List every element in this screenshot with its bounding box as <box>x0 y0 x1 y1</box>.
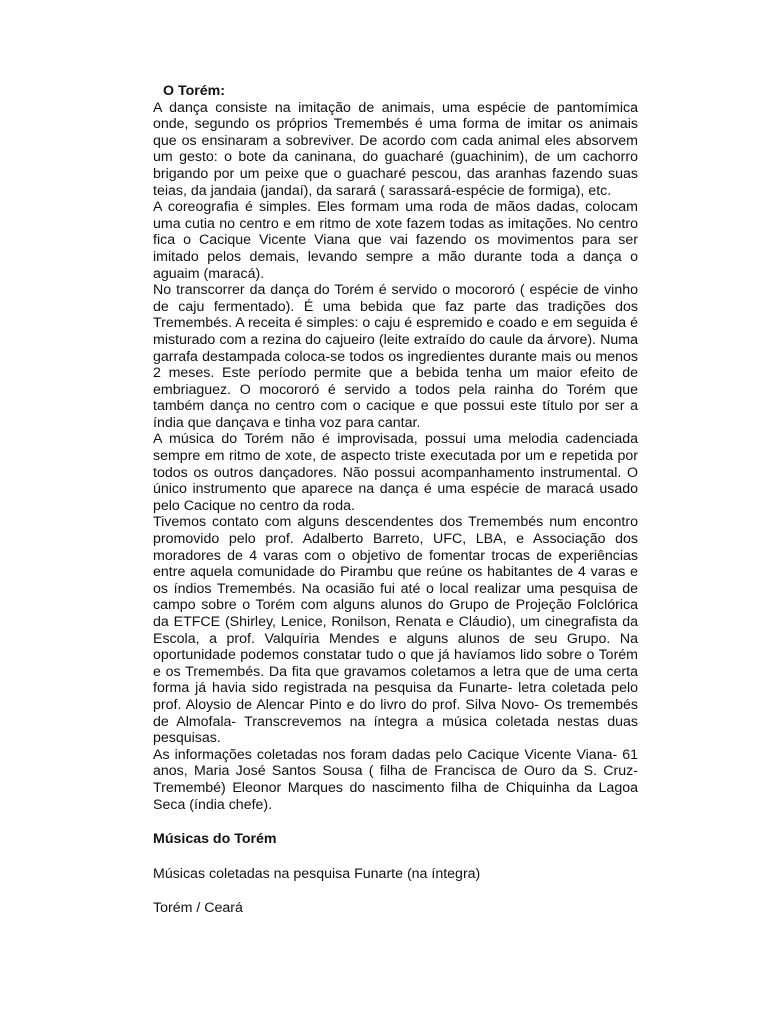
document-heading: O Torém: <box>163 83 226 99</box>
document-page <box>153 83 638 917</box>
song-title: Torém / Ceará <box>153 900 243 917</box>
section-title-musicas: Músicas do Torém <box>153 831 277 848</box>
section-subtitle: Músicas coletadas na pesquisa Funarte (na íntegra) <box>153 865 481 882</box>
paragraph-dance-description: A dança consiste na imitação de animais, uma espécie de pantomímica onde, segundo os próprios Tremembés é uma forma de imitar os animais que os ensinaram a sobreviver. De acordo com cada animal eles absorvem um gesto: o bote da caninana, do guacharé (guachinim), de um cachorro brigando por um peixe que o guacharé pescou, das aranhas fazendo suas teias, da jandaia (jandaí), da sarará ( sarassará-espécie de formiga), etc. <box>153 99 638 199</box>
paragraph-informants: As informações coletadas nos foram dadas pelo Cacique Vicente Viana- 61 anos, Maria José Santos Sousa ( filha de Francisca de Ouro da S. Cruz- Tremembé) Eleonor Marques do nascimento filha de Chiquinha da Lagoa Seca (índia chefe). <box>153 746 638 813</box>
paragraph-choreography: A coreografia é simples. Eles formam uma roda de mãos dadas, colocam uma cutia no centro e em ritmo de xote fazem todas as imitações. No centro fica o Cacique Vicente Viana que vai fazendo os movimentos para ser imitado pelos demais, levando sempre a mão durante toda a dança o aguaim (maracá). <box>153 199 638 282</box>
paragraph-field-research: Tivemos contato com alguns descendentes dos Tremembés num encontro promovido pelo prof. Adalberto Barreto, UFC, LBA, e Associação dos moradores de 4 varas com o objetivo de fomentar trocas de experiências entre aquela comunidade do Pirambu que reúne os habitantes de 4 varas e os índios Tremembés. Na ocasião fui até o local realizar uma pesquisa de campo sobre o Torém com alguns alunos do Grupo de Projeção Folclórica da ETFCE (Shirley, Lenice, Ronilson, Renata e Cláudio), um cinegrafista da Escola, a prof. Valquíria Mendes e alguns alunos de seu Grupo. Na oportunidade podemos constatar tudo o que já havíamos lido sobre o Torém e os Tremembés. Da fita que gravamos coletamos a letra que de uma certa forma já havia sido registrada na pesquisa da Funarte- letra coletada pelo prof. Aloysio de Alencar Pinto e do livro do prof. Silva Novo- Os tremembés de Almofala- Transcrevemos na íntegra a música coletada nestas duas pesquisas. <box>153 514 638 747</box>
paragraph-mocororo: No transcorrer da dança do Torém é servido o mocororó ( espécie de vinho de caju fermentado). É uma bebida que faz parte das tradições dos Tremembés. A receita é simples: o caju é espremido e coado e em seguida é misturado com a rezina do cajueiro (leite extraído do caule da árvore). Numa garrafa destampada coloca-se todos os ingredientes durante mais ou menos 2 meses. Este período permite que a bebida tenha um maior efeito de embriaguez. O mocororó é servido a todos pela rainha do Torém que também dança no centro com o cacique e que possui este título por ser a índia que dançava e tinha voz para cantar. <box>153 282 638 431</box>
paragraph-music: A música do Torém não é improvisada, possui uma melodia cadenciada sempre em ritmo de xote, de aspecto triste executada por um e repetida por todos os outros dançadores. Não possui acompanhamento instrumental. O único instrumento que aparece na dança é uma espécie de maracá usado pelo Cacique no centro da roda. <box>153 431 638 514</box>
